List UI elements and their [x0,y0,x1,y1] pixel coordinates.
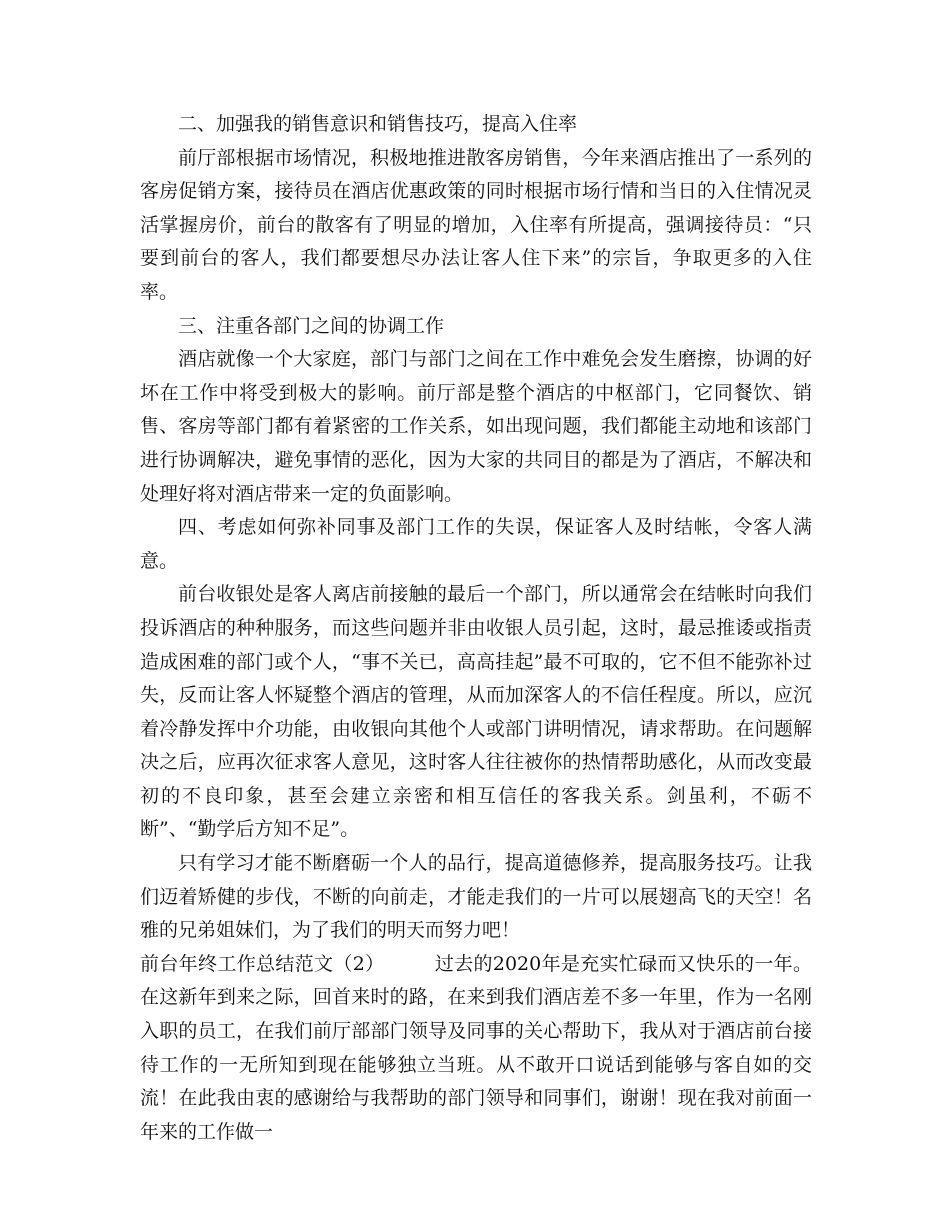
section-4-heading: 四、考虑如何弥补同事及部门工作的失误，保证客人及时结帐，令客人满意。 [140,516,812,572]
document-page [140,108,812,1149]
article-2-body: 过去的2020年是充实忙碌而又快乐的一年。在这新年到来之际，回首来时的路，在来到我们酒店差不多一年里，作为一名刚入职的员工，在我们前厅部部门领导及同事的关心帮助下，我从对于酒店前台接待工作的一无所知到现在能够独立当班。从不敢开口说话到能够与客自如的交流！在此我由衷的感谢给与我帮助的部门领导和同事们，谢谢！现在我对前面一年来的工作做一 [140,952,812,1143]
closing-paragraph: 只有学习才能不断磨砺一个人的品行，提高道德修养，提高服务技巧。让我们迈着矫健的步伐，不断的向前走，才能走我们的一片可以展翅高飞的天空！名雅的兄弟姐妹们，为了我们的明天而努力吧！ [140,852,812,942]
section-2-paragraph: 前厅部根据市场情况，积极地推进散客房销售，今年来酒店推出了一系列的客房促销方案，接待员在酒店优惠政策的同时根据市场行情和当日的入住情况灵活掌握房价，前台的散客有了明显的增加，入住率有所提高，强调接待员：“只要到前台的客人，我们都要想尽办法让客人住下来”的宗旨，争取更多的入住率。 [140,146,812,303]
section-3-paragraph: 酒店就像一个大家庭，部门与部门之间在工作中难免会发生磨擦，协调的好坏在工作中将受到极大的影响。前厅部是整个酒店的中枢部门，它同餐饮、销售、客房等部门都有着紧密的工作关系，如出现问题，我们都能主动地和该部门进行协调解决，避免事情的恶化，因为大家的共同目的都是为了酒店，不解决和处理好将对酒店带来一定的负面影响。 [140,348,812,505]
section-2-heading: 二、加强我的销售意识和销售技巧，提高入住率 [178,113,578,135]
section-4-paragraph: 前台收银处是客人离店前接触的最后一个部门，所以通常会在结帐时向我们投诉酒店的种种服务，而这些问题并非由收银人员引起，这时，最忌推诿或指责造成困难的部门或个人，“事不关已，高高挂起”最不可取的，它不但不能弥补过失，反而让客人怀疑整个酒店的管理，从而加深客人的不信任程度。所以，应沉着冷静发挥中介功能，由收银向其他个人或部门讲明情况，请求帮助。在问题解决之后，应再次征求客人意见，这时客人往往被你的热情帮助感化，从而改变最初的不良印象，甚至会建立亲密和相互信任的客我关系。剑虽利，不砺不断”、“勤学后方知不足”。 [140,583,812,841]
section-3-heading: 三、注重各部门之间的协调工作 [178,314,445,337]
article-2-paragraph [140,948,812,1150]
article-2-title: 前台年终工作总结范文（2） [140,952,385,975]
